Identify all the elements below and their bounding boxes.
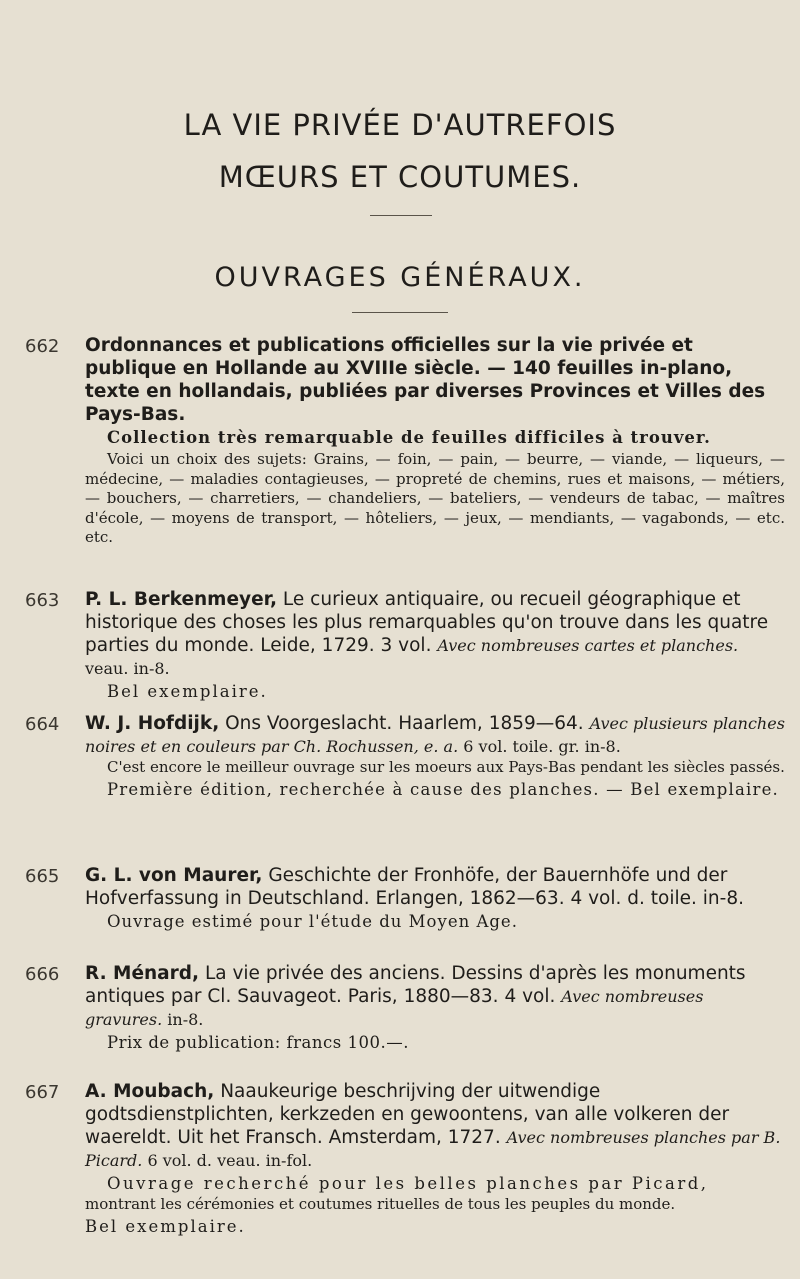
entry-remark: Bel exemplaire. <box>107 682 268 701</box>
entry-format: in-8. <box>162 1010 204 1029</box>
entry-remark: Ouvrage estimé pour l'étude du Moyen Age. <box>107 912 518 931</box>
entry-format: 6 vol. toile. gr. in-8. <box>458 737 621 756</box>
entry-remark: Ouvrage recherché pour les belles planches par Picard, <box>107 1174 709 1193</box>
entry-author: R. Ménard, <box>85 963 200 984</box>
divider <box>370 215 432 216</box>
entry-remark: Première édition, recherchée à cause des planches. — Bel exemplaire. <box>107 779 779 799</box>
entry-title: Ons Voorgeslacht. Haarlem, 1859—64. <box>219 713 590 734</box>
entry-title: Ordonnances et publications officielles sur la vie privée et publique en Hollande au XVIIIe siècle. — 140 feuilles in-plano, texte en hollandais, publiées par diverses Provinces et Villes des Pays-Bas. <box>85 335 766 425</box>
entry-illustrations: Avec nombreuses cartes et planches. <box>437 636 739 655</box>
entry-author: G. L. von Maurer, <box>85 865 263 886</box>
entry-highlight: Collection très remarquable de feuilles difficiles à trouver. <box>107 428 711 447</box>
entry-author: W. J. Hofdijk, <box>85 713 220 734</box>
entry-format: 6 vol. d. veau. in-fol. <box>142 1151 313 1170</box>
lot-number: 666 <box>25 964 60 985</box>
entry-illustrations: Avec nombreuses gravures. <box>85 987 704 1029</box>
entry-illustrations: Avec nombreuses planches par B. Picard. <box>85 1128 781 1170</box>
lot-number: 664 <box>25 714 60 735</box>
entry-illustrations: Avec plusieurs planches noires et en couleurs par Ch. Rochussen, e. a. <box>85 714 785 756</box>
entry-title: La vie privée des anciens. Dessins d'après les monuments antiques par Cl. Sauvageot. Paris, 1880—83. 4 vol. <box>85 963 746 1007</box>
section-title: OUVRAGES GÉNÉRAUX. <box>214 262 586 293</box>
entry-note: Voici un choix des sujets: Grains, — foin, — pain, — beurre, — viande, — liqueurs, — médecine, — maladies contagieuses, — propreté de chemins, rues et maisons, — métiers, — bouchers, — charretiers, — chandeliers, — bateliers, — vendeurs de tabac, — maîtres d'école, — moyens de transport, — hôteliers, — jeux, — mendiants, — vagabonds, — etc. etc. <box>85 450 785 546</box>
page-title: LA VIE PRIVÉE D'AUTREFOIS <box>183 108 617 142</box>
entry-author: A. Moubach, <box>85 1081 215 1102</box>
divider <box>352 312 448 313</box>
entry-note: montrant les cérémonies et coutumes rituelles de tous les peuples du monde. <box>85 1195 676 1213</box>
entry-format: veau. in-8. <box>85 659 170 678</box>
entry-author: P. L. Berkenmeyer, <box>85 589 278 610</box>
lot-number: 663 <box>25 590 60 611</box>
entry-title: Geschichte der Fronhöfe, der Bauernhöfe und der Hofverfassung in Deutschland. Erlangen, 1862—63. 4 vol. d. toile. in-8. <box>85 865 744 909</box>
entry-title: Le curieux antiquaire, ou recueil géographique et historique des choses les plus remarquables qu'on trouve dans les quatre parties du monde. Leide, 1729. 3 vol. <box>85 589 769 656</box>
lot-number: 665 <box>25 866 60 887</box>
entry-remark: Prix de publication: francs 100.—. <box>107 1033 409 1052</box>
entry-note: C'est encore le meilleur ouvrage sur les moeurs aux Pays-Bas pendant les siècles passés. <box>107 758 785 776</box>
lot-number: 662 <box>25 336 60 357</box>
entry-remark: Bel exemplaire. <box>85 1216 246 1236</box>
entry-title: Naaukeurige beschrijving der uitwendige godtsdienstplichten, kerkzeden en gewoontens, van alle volkeren der waereldt. Uit het Fransch. Amsterdam, 1727. <box>85 1081 730 1148</box>
lot-number: 667 <box>25 1082 60 1103</box>
page-subtitle: MŒURS ET COUTUMES. <box>218 160 582 194</box>
